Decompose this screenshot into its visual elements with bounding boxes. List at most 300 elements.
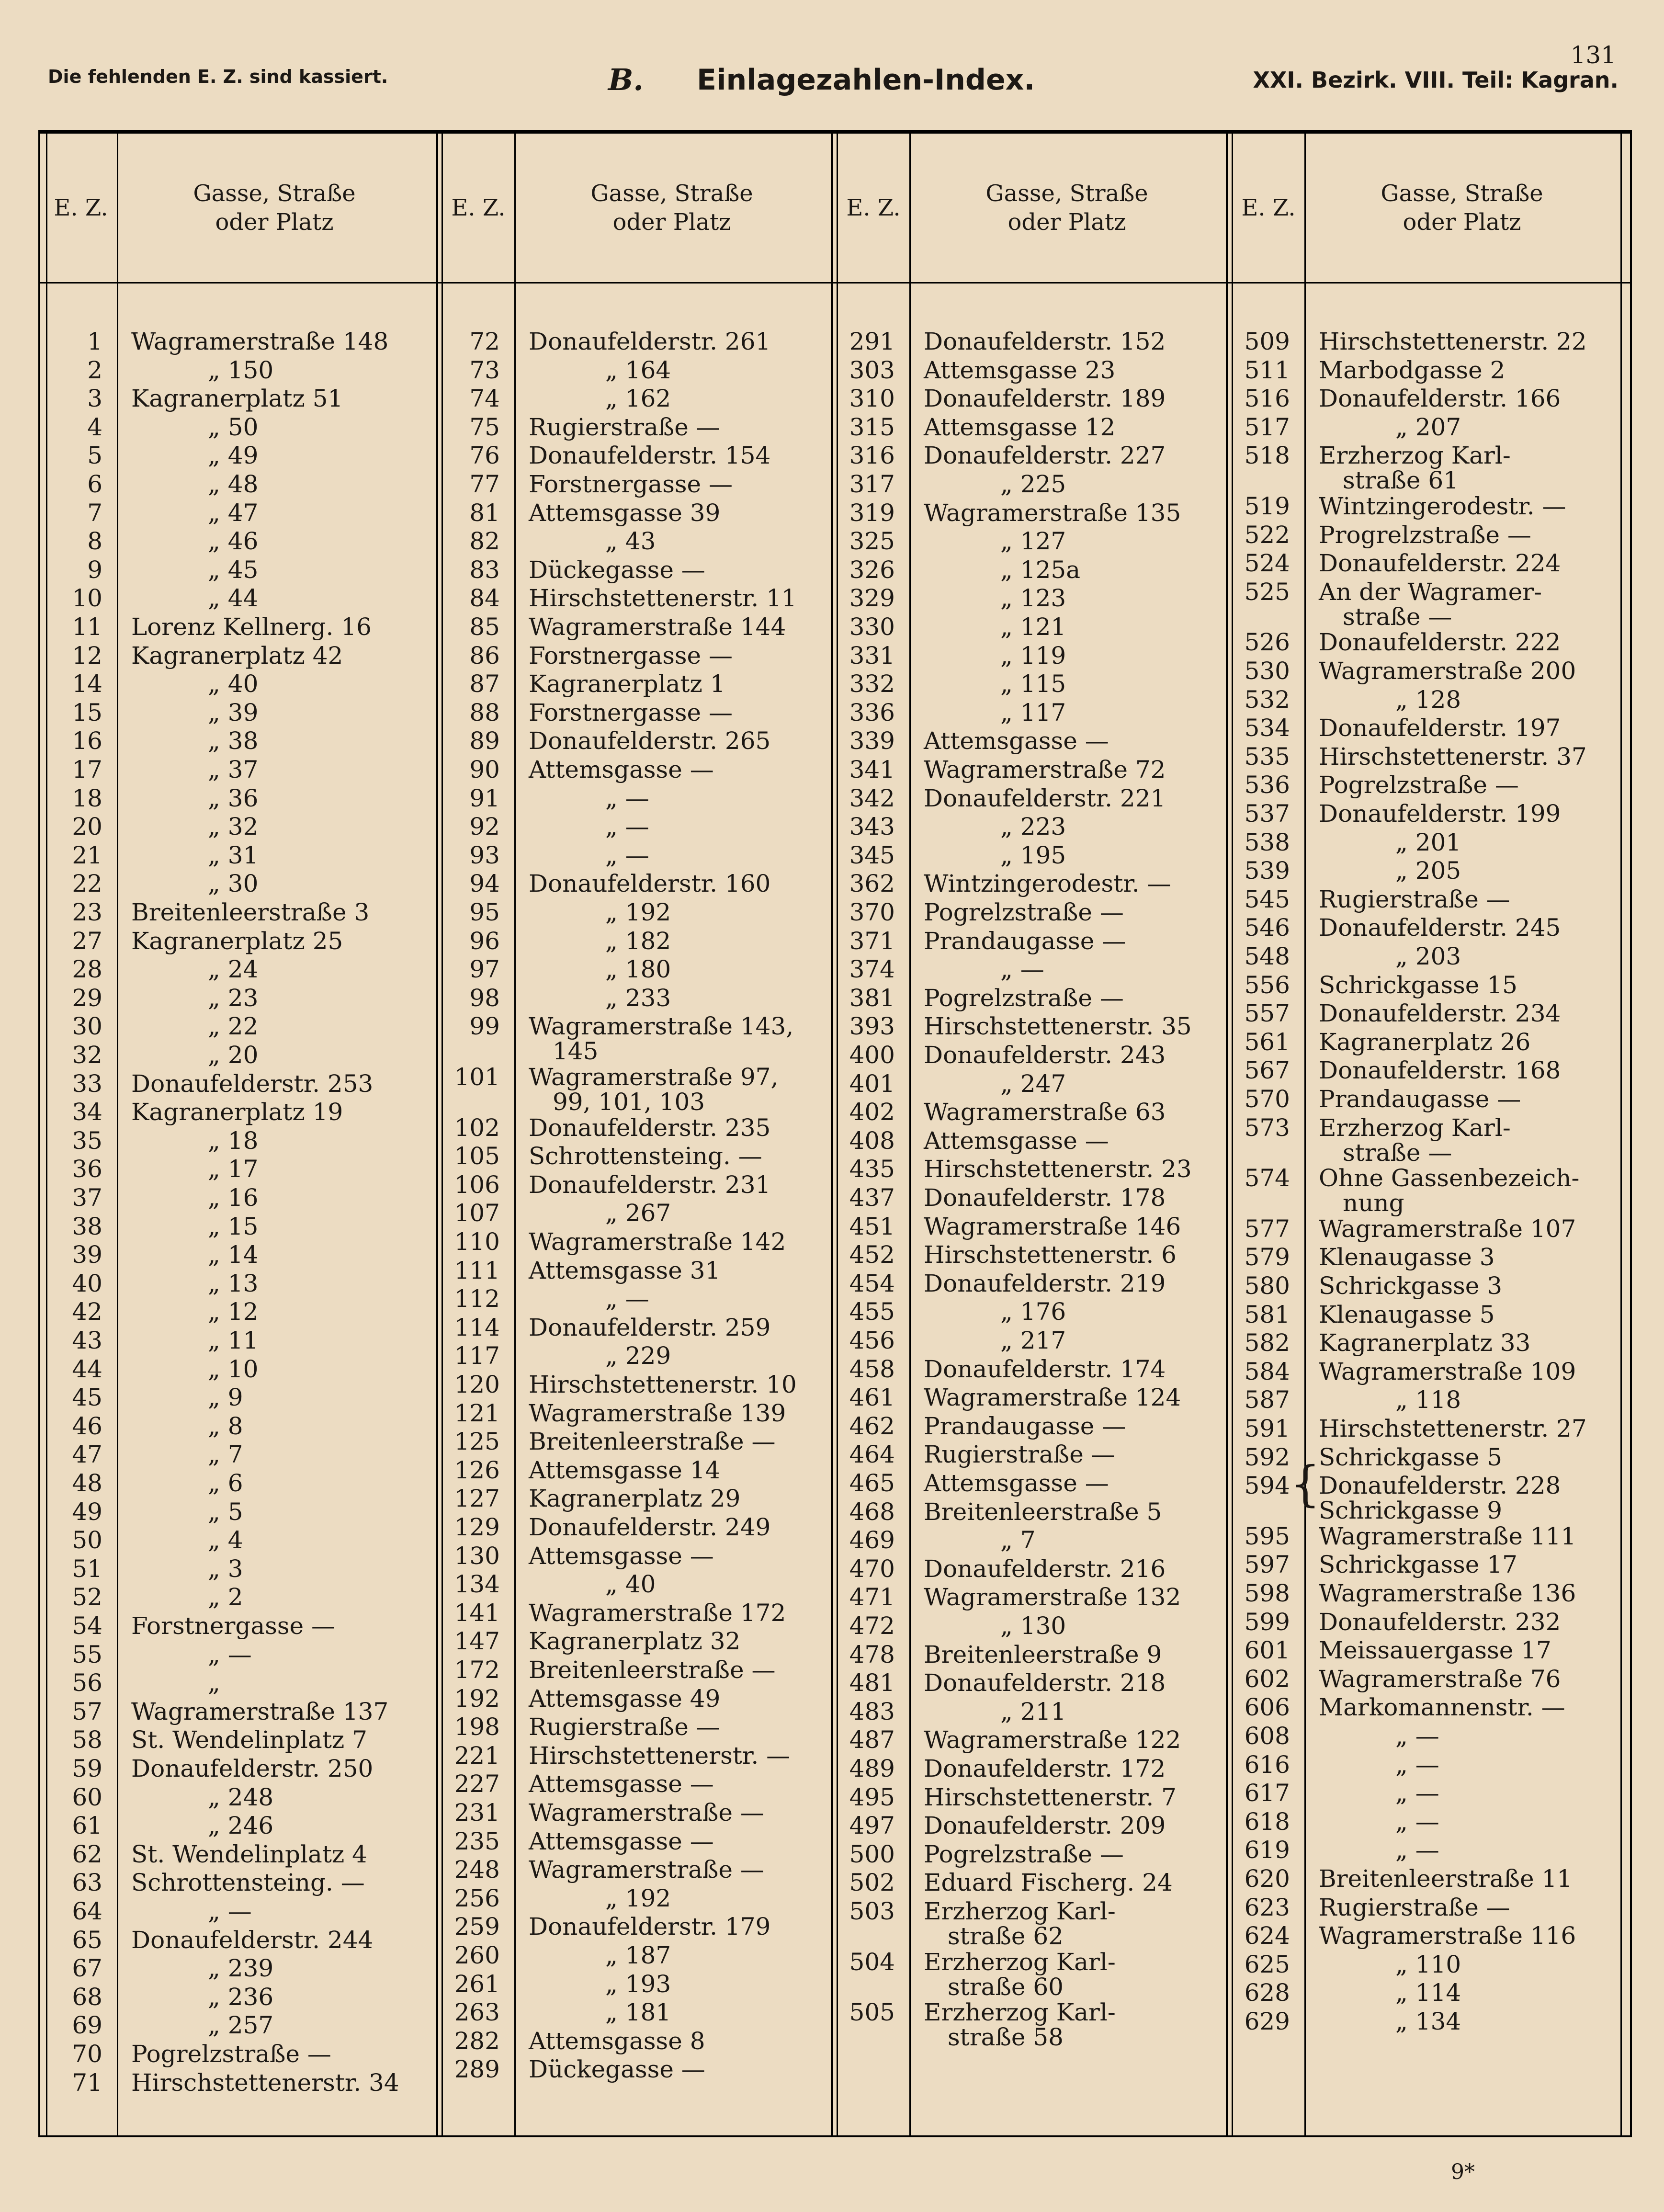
street-name: „ 18 <box>208 1126 259 1155</box>
ez-number: 73 <box>469 356 500 384</box>
street-name: Donaufelderstr. 221 <box>924 784 1166 812</box>
street-name: Kagranerplatz 25 <box>131 927 343 955</box>
ez-number: 362 <box>849 870 895 898</box>
street-name-continuation: straße 58 <box>948 2023 1064 2052</box>
street-name: „ 9 <box>208 1384 243 1412</box>
street-name: „ 187 <box>605 1941 671 1969</box>
street-name: „ 203 <box>1395 942 1461 970</box>
ez-number: 402 <box>849 1098 895 1126</box>
street-name: Breitenleerstraße 11 <box>1319 1865 1573 1893</box>
ez-number: 82 <box>469 527 500 556</box>
ez-number: 608 <box>1244 1722 1290 1750</box>
page-number: 131 <box>1570 41 1616 69</box>
street-name: Wagramerstraße 76 <box>1319 1665 1561 1693</box>
ez-number: 77 <box>469 470 500 498</box>
street-name: Donaufelderstr. 249 <box>529 1513 771 1541</box>
street-name: An der Wagramer- <box>1319 578 1542 606</box>
column-header-street <box>1304 134 1619 282</box>
ez-number: 628 <box>1244 1979 1290 2007</box>
ez-number: 88 <box>469 698 500 726</box>
street-name: Erzherzog Karl- <box>1319 442 1511 470</box>
ez-number: 231 <box>454 1799 500 1826</box>
street-name: Donaufelderstr. 178 <box>924 1184 1166 1212</box>
ez-number: 16 <box>72 727 102 755</box>
ez-number: 330 <box>849 613 895 641</box>
ez-number: 519 <box>1244 492 1290 520</box>
street-name: Pogrelzstraße — <box>924 1840 1124 1868</box>
street-name: Wagramerstraße 122 <box>924 1726 1181 1754</box>
street-name: „ 40 <box>605 1570 656 1599</box>
ez-number: 94 <box>469 870 500 898</box>
street-name: „ 207 <box>1395 413 1461 441</box>
ez-number: 46 <box>72 1412 102 1440</box>
street-name: „ 225 <box>1000 470 1066 498</box>
street-name: „ 2 <box>208 1583 243 1611</box>
street-name: „ 22 <box>208 1012 259 1041</box>
street-name: „ 195 <box>1000 841 1066 869</box>
street-name: „ 239 <box>208 1954 274 1983</box>
ez-number: 472 <box>849 1612 895 1640</box>
ez-number: 147 <box>454 1627 500 1656</box>
ez-number: 289 <box>454 2055 500 2084</box>
ez-number: 537 <box>1244 800 1290 828</box>
ez-number: 62 <box>72 1840 102 1868</box>
ez-number: 10 <box>72 584 102 613</box>
street-name: Wagramerstraße 97, <box>529 1063 779 1091</box>
street-name: „ 134 <box>1395 2008 1461 2035</box>
ez-number: 105 <box>454 1142 500 1170</box>
ez-number: 452 <box>849 1241 895 1269</box>
ez-number: 52 <box>72 1583 102 1611</box>
street-name: „ 24 <box>208 955 259 984</box>
ez-number: 35 <box>72 1126 102 1155</box>
ez-number: 75 <box>469 413 500 441</box>
street-name: Breitenleerstraße 5 <box>924 1497 1162 1526</box>
street-name: Attemsgasse 14 <box>529 1456 721 1484</box>
street-name: „ 50 <box>208 413 259 441</box>
ez-number: 47 <box>72 1441 102 1469</box>
ez-number: 518 <box>1244 442 1290 470</box>
ez-number: 602 <box>1244 1665 1290 1693</box>
ez-number: 580 <box>1244 1272 1290 1300</box>
street-name: Donaufelderstr. 152 <box>924 328 1166 355</box>
street-name: „ 236 <box>208 1983 274 2011</box>
ez-number: 107 <box>454 1199 500 1227</box>
ez-number: 60 <box>72 1783 102 1811</box>
ez-number: 567 <box>1244 1056 1290 1085</box>
street-name: Klenaugasse 5 <box>1319 1300 1495 1328</box>
ez-number: 28 <box>72 955 102 984</box>
street-name: „ 127 <box>1000 527 1066 556</box>
ez-number: 381 <box>849 984 895 1012</box>
ez-number: 261 <box>454 1970 500 1998</box>
ez-number: 517 <box>1244 413 1290 441</box>
ez-number: 591 <box>1244 1415 1290 1442</box>
street-name: „ 7 <box>1000 1526 1036 1554</box>
ez-number: 54 <box>72 1612 102 1640</box>
street-name: „ 192 <box>605 898 671 926</box>
ez-number: 393 <box>849 1012 895 1041</box>
street-name: Dückegasse — <box>529 556 705 584</box>
street-name: Wagramerstraße 200 <box>1319 657 1576 685</box>
street-name: Donaufelderstr. 232 <box>1319 1608 1561 1636</box>
street-name: Attemsgasse — <box>529 1827 714 1855</box>
street-name: Meissauergasse 17 <box>1319 1636 1551 1665</box>
street-name: Erzherzog Karl- <box>1319 1113 1511 1142</box>
ez-number: 89 <box>469 727 500 755</box>
street-name: „ 46 <box>208 527 259 556</box>
street-name: Donaufelderstr. 244 <box>131 1926 374 1954</box>
ez-number: 329 <box>849 584 895 613</box>
column-header-street-line: oder Platz <box>1403 209 1521 236</box>
ez-number: 505 <box>849 1998 895 2027</box>
ez-number: 556 <box>1244 971 1290 999</box>
street-name: Donaufelderstr. 228 <box>1319 1472 1561 1500</box>
street-name: Donaufelderstr. 253 <box>131 1069 374 1098</box>
street-name: Donaufelderstr. 179 <box>529 1913 771 1941</box>
street-name: Hirschstettenerstr. 37 <box>1319 742 1587 771</box>
ez-number: 620 <box>1244 1865 1290 1893</box>
ez-number: 619 <box>1244 1836 1290 1864</box>
street-name: „ 37 <box>208 756 259 783</box>
ez-number: 606 <box>1244 1693 1290 1722</box>
ez-number: 12 <box>72 641 102 669</box>
street-name: Eduard Fischerg. 24 <box>924 1869 1173 1897</box>
street-name: „ 10 <box>208 1355 259 1383</box>
ez-number: 629 <box>1244 2008 1290 2035</box>
ez-number: 221 <box>454 1741 500 1770</box>
street-name: „ 4 <box>208 1526 243 1554</box>
ez-number: 33 <box>72 1069 102 1098</box>
street-name: Wagramerstraße 132 <box>924 1583 1181 1611</box>
ez-number: 458 <box>849 1355 895 1383</box>
ez-number: 55 <box>72 1640 102 1668</box>
ez-number: 40 <box>72 1269 102 1297</box>
ez-number: 97 <box>469 955 500 984</box>
street-name: Hirschstettenerstr. 27 <box>1319 1415 1587 1442</box>
ez-number: 374 <box>849 955 895 984</box>
street-name: Forstnergasse — <box>529 698 733 726</box>
ez-number: 530 <box>1244 657 1290 685</box>
ez-number: 23 <box>72 898 102 926</box>
ez-number: 37 <box>72 1184 102 1212</box>
ez-number: 594 <box>1244 1472 1290 1500</box>
street-name: Wagramerstraße 63 <box>924 1098 1166 1126</box>
ez-number: 339 <box>849 727 895 755</box>
street-name: Rugierstraße — <box>1319 885 1510 913</box>
street-name: Schrickgasse 17 <box>1319 1551 1517 1579</box>
street-name: Hirschstettenerstr. 10 <box>529 1371 797 1398</box>
street-name: Donaufelderstr. 235 <box>529 1113 771 1142</box>
ez-number: 291 <box>849 328 895 355</box>
ez-number: 579 <box>1244 1243 1290 1271</box>
ez-number: 43 <box>72 1327 102 1354</box>
ez-number: 573 <box>1244 1113 1290 1142</box>
street-name-continuation: 145 <box>553 1037 599 1066</box>
street-name: „ 17 <box>208 1155 259 1183</box>
street-name: Donaufelderstr. 243 <box>924 1041 1166 1069</box>
index-table <box>38 130 1632 2137</box>
street-name-continuation: nung <box>1343 1189 1404 1217</box>
street-name: „ 11 <box>208 1327 259 1354</box>
street-name: Attemsgasse 8 <box>529 2027 705 2055</box>
ez-number: 70 <box>72 2040 102 2068</box>
ez-number: 56 <box>72 1669 102 1697</box>
ez-number: 617 <box>1244 1779 1290 1807</box>
ez-number: 502 <box>849 1869 895 1897</box>
ez-number: 465 <box>849 1469 895 1497</box>
ez-number: 29 <box>72 984 102 1012</box>
ez-number: 624 <box>1244 1922 1290 1950</box>
ez-number: 1 <box>87 328 102 355</box>
street-name: „ — <box>605 841 649 869</box>
ez-number: 84 <box>469 584 500 613</box>
street-name: „ 38 <box>208 727 259 755</box>
ez-number: 126 <box>454 1456 500 1484</box>
ez-number: 74 <box>469 385 500 413</box>
street-name: Hirschstettenerstr. 22 <box>1319 328 1587 355</box>
street-name: Hirschstettenerstr. 6 <box>924 1241 1177 1269</box>
ez-number: 67 <box>72 1954 102 1983</box>
ez-number: 14 <box>72 670 102 698</box>
street-name: „ 44 <box>208 584 259 613</box>
ez-number: 58 <box>72 1726 102 1754</box>
ez-number: 114 <box>454 1313 500 1341</box>
ez-number: 98 <box>469 984 500 1012</box>
street-name: „ — <box>1395 1722 1439 1750</box>
ez-number: 45 <box>72 1384 102 1412</box>
street-name: Donaufelderstr. 259 <box>529 1313 771 1341</box>
ez-number: 263 <box>454 1998 500 2027</box>
column-header-street-line: Gasse, Straße <box>1381 180 1543 207</box>
street-name: Breitenleerstraße 3 <box>131 898 370 926</box>
street-name: Progrelzstraße — <box>1319 521 1531 549</box>
ez-number: 303 <box>849 356 895 384</box>
street-name: Klenaugasse 3 <box>1319 1243 1495 1271</box>
column-header-ez: E. Z. <box>846 194 901 221</box>
street-name: „ — <box>605 1285 649 1313</box>
street-name: Hirschstettenerstr. 34 <box>131 2068 399 2097</box>
street-name: „ 32 <box>208 813 259 841</box>
ez-number: 504 <box>849 1948 895 1976</box>
ez-number: 516 <box>1244 385 1290 413</box>
ez-number: 8 <box>87 527 102 556</box>
ez-number: 539 <box>1244 857 1290 885</box>
street-name: Donaufelderstr. 227 <box>924 442 1166 470</box>
column-header-street-line: Gasse, Straße <box>985 180 1148 207</box>
ez-number: 68 <box>72 1983 102 2011</box>
street-name: „ 36 <box>208 784 259 812</box>
street-name: „ — <box>1395 1779 1439 1807</box>
street-name: Hirschstettenerstr. 7 <box>924 1783 1177 1811</box>
street-name: „ 43 <box>605 527 656 556</box>
street-name: Rugierstraße — <box>1319 1893 1510 1921</box>
street-name: Wagramerstraße 72 <box>924 756 1166 783</box>
ez-number: 470 <box>849 1554 895 1583</box>
ez-number: 2 <box>87 356 102 384</box>
street-name: Hirschstettenerstr. 11 <box>529 584 797 613</box>
ez-number: 478 <box>849 1640 895 1668</box>
street-name: „ 13 <box>208 1269 259 1297</box>
street-name: Attemsgasse — <box>924 1126 1109 1155</box>
street-name: Breitenleerstraße — <box>529 1428 776 1456</box>
ez-number: 102 <box>454 1113 500 1142</box>
street-name: Breitenleerstraße 9 <box>924 1640 1162 1668</box>
ez-number: 259 <box>454 1913 500 1941</box>
ez-number: 598 <box>1244 1579 1290 1607</box>
ez-number: 325 <box>849 527 895 556</box>
ez-number: 59 <box>72 1755 102 1782</box>
ez-number: 141 <box>454 1599 500 1627</box>
ez-number: 345 <box>849 841 895 869</box>
ez-number: 454 <box>849 1269 895 1297</box>
ez-number: 574 <box>1244 1164 1290 1192</box>
street-name: Wintzingerodestr. — <box>1319 492 1566 520</box>
street-name: Wagramerstraße 136 <box>1319 1579 1576 1607</box>
street-name: „ 15 <box>208 1212 259 1240</box>
street-name: Pogrelzstraße — <box>131 2040 331 2068</box>
street-name: Kagranerplatz 29 <box>529 1485 741 1513</box>
ez-number: 235 <box>454 1827 500 1855</box>
street-name: „ 110 <box>1395 1950 1461 1978</box>
street-name: Attemsgasse — <box>529 756 714 783</box>
ez-number: 400 <box>849 1041 895 1069</box>
ez-number: 317 <box>849 470 895 498</box>
street-name: Schrottensteing. — <box>131 1869 365 1897</box>
ez-number: 316 <box>849 442 895 470</box>
ez-number: 331 <box>849 641 895 669</box>
ez-number: 437 <box>849 1184 895 1212</box>
ez-number: 401 <box>849 1069 895 1098</box>
ez-number: 6 <box>87 470 102 498</box>
ez-number: 32 <box>72 1041 102 1069</box>
street-name: Attemsgasse 39 <box>529 499 721 527</box>
street-name: „ 31 <box>208 841 259 869</box>
ez-number: 192 <box>454 1684 500 1713</box>
ez-number: 570 <box>1244 1085 1290 1113</box>
ez-number: 511 <box>1244 356 1290 384</box>
ez-number: 4 <box>87 413 102 441</box>
ez-number: 616 <box>1244 1750 1290 1779</box>
street-name: Wintzingerodestr. — <box>924 870 1171 898</box>
ez-number: 57 <box>72 1697 102 1725</box>
ez-number: 18 <box>72 784 102 812</box>
street-name: Donaufelderstr. 261 <box>529 328 771 355</box>
ez-number: 256 <box>454 1884 500 1912</box>
street-name-continuation: 99, 101, 103 <box>553 1088 705 1116</box>
street-name: „ 16 <box>208 1184 259 1212</box>
street-name: Lorenz Kellnerg. 16 <box>131 613 372 641</box>
street-name: Prandaugasse — <box>1319 1085 1521 1113</box>
street-name: Hirschstettenerstr. 23 <box>924 1155 1192 1183</box>
street-name: Donaufelderstr. 174 <box>924 1355 1166 1383</box>
street-name: „ 8 <box>208 1412 243 1440</box>
ez-number: 120 <box>454 1371 500 1398</box>
street-name: Donaufelderstr. 168 <box>1319 1056 1561 1085</box>
street-name: Donaufelderstr. 231 <box>529 1170 771 1199</box>
ez-number: 532 <box>1244 685 1290 714</box>
ez-number: 106 <box>454 1170 500 1199</box>
ez-number: 36 <box>72 1155 102 1183</box>
ez-number: 481 <box>849 1669 895 1697</box>
ez-number: 27 <box>72 927 102 955</box>
column-header-ez: E. Z. <box>1241 194 1296 221</box>
ez-number: 30 <box>72 1012 102 1041</box>
ez-number: 500 <box>849 1840 895 1868</box>
street-name: „ 211 <box>1000 1697 1066 1725</box>
street-name: Attemsgasse 49 <box>529 1684 721 1713</box>
street-name: Markomannenstr. — <box>1319 1693 1565 1722</box>
street-name: Donaufelderstr. 172 <box>924 1755 1166 1782</box>
ez-number: 489 <box>849 1755 895 1782</box>
street-name: Donaufelderstr. 265 <box>529 727 771 755</box>
ez-number: 581 <box>1244 1300 1290 1328</box>
street-name: Donaufelderstr. 234 <box>1319 999 1561 1028</box>
column-group-divider <box>436 134 438 2135</box>
ez-number: 343 <box>849 813 895 841</box>
street-name: Wagramerstraße 111 <box>1319 1522 1576 1550</box>
street-name: Wagramerstraße 107 <box>1319 1214 1576 1243</box>
street-name: Wagramerstraße 172 <box>529 1599 786 1627</box>
street-name: Wagramerstraße 148 <box>131 328 389 355</box>
ez-number: 83 <box>469 556 500 584</box>
ez-number: 503 <box>849 1897 895 1925</box>
street-name: St. Wendelinplatz 4 <box>131 1840 367 1868</box>
ez-number: 483 <box>849 1697 895 1725</box>
street-name: Pogrelzstraße — <box>924 984 1124 1012</box>
street-name: Kagranerplatz 51 <box>131 385 343 413</box>
street-name: Breitenleerstraße — <box>529 1656 776 1684</box>
street-name: „ 162 <box>605 385 671 413</box>
street-name: „ 125a <box>1000 556 1081 584</box>
cancelled-note: Die fehlenden E. Z. sind kassiert. <box>48 66 388 87</box>
street-name: Schrottensteing. — <box>529 1142 762 1170</box>
street-name: „ 121 <box>1000 613 1066 641</box>
page-title: Einlagezahlen-Index. <box>697 63 1035 97</box>
street-name: „ — <box>208 1640 252 1668</box>
ez-number: 69 <box>72 2011 102 2040</box>
street-name-continuation: Schrickgasse 9 <box>1319 1497 1503 1525</box>
ez-number: 524 <box>1244 549 1290 578</box>
street-name: „ 150 <box>208 356 274 384</box>
ez-number: 319 <box>849 499 895 527</box>
street-name: Donaufelderstr. 250 <box>131 1755 374 1782</box>
street-name: „ 180 <box>605 955 671 984</box>
ez-number: 125 <box>454 1428 500 1456</box>
street-name: Donaufelderstr. 222 <box>1319 628 1561 657</box>
ez-number: 99 <box>469 1012 500 1041</box>
outer-inner-border <box>1620 134 1622 2135</box>
ez-column-divider <box>909 134 911 2135</box>
ez-number: 7 <box>87 499 102 527</box>
street-name: Donaufelderstr. 166 <box>1319 385 1561 413</box>
ez-number: 34 <box>72 1098 102 1126</box>
ez-number: 557 <box>1244 999 1290 1028</box>
street-name: „ 193 <box>605 1970 671 1998</box>
ez-number: 341 <box>849 756 895 783</box>
street-name: Schrickgasse 15 <box>1319 971 1517 999</box>
street-name: „ — <box>208 1897 252 1925</box>
street-name: Schrickgasse 3 <box>1319 1272 1503 1300</box>
ez-number: 72 <box>469 328 500 355</box>
street-name-continuation: straße 61 <box>1343 466 1459 495</box>
street-name: „ 30 <box>208 870 259 898</box>
street-name: Attemsgasse 23 <box>924 356 1116 384</box>
ez-number: 332 <box>849 670 895 698</box>
ez-number: 535 <box>1244 742 1290 771</box>
ez-number: 112 <box>454 1285 500 1313</box>
street-name: „ 115 <box>1000 670 1066 698</box>
